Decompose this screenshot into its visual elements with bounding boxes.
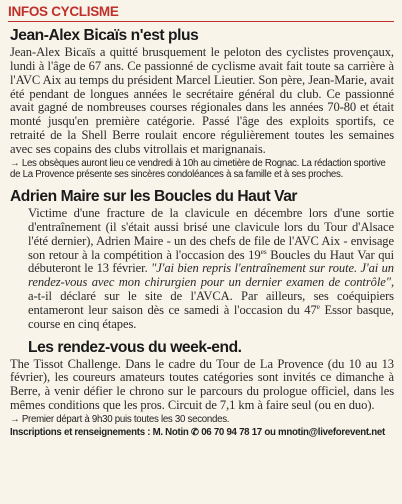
article-title: Les rendez-vous du week-end. <box>28 338 242 356</box>
article-title: Adrien Maire sur les Boucles du Haut Var <box>10 187 298 205</box>
section-rubric: INFOS CYCLISME <box>8 4 394 22</box>
body-text: Boucles du Haut Var qui débuteront le 13 février. <box>28 247 394 276</box>
article-maire <box>8 187 394 332</box>
arrow-icon: → <box>10 157 20 169</box>
article-title: Jean-Alex Bicaïs n'est plus <box>10 27 199 44</box>
article-body: The Tissot Challenge. Dans le cadre du Tour de La Provence (du 10 au 13 février), les coureurs amateurs toutes catégories sont invités ce dimanche à Berre, à venir défier le chrono sur le parcours du prologue officiel, dans les mêmes conditions que les pros. Circuit de 7,1 km à faire seul (ou en duo). <box>10 356 394 413</box>
contact-info: Inscriptions et renseignements : M. Notin ✆ 06 70 94 78 17 ou mnotin@liveforevent.net <box>10 426 385 438</box>
article-note <box>10 158 394 181</box>
note-text: Premier départ à 9h30 puis toutes les 30 secondes. <box>21 413 230 425</box>
superscript: e <box>316 301 320 311</box>
article-body <box>10 207 394 332</box>
article-rendez-vous <box>8 338 394 439</box>
superscript: es <box>260 246 267 256</box>
article-body: Jean-Alex Bicaïs a quitté brusquement le peloton des cyclistes provençaux, lundi à l'âge de 67 ans. Ce passionné de cyclisme avait fait toute sa carrière à l'AVC Aix au temps du président Marcel Lieutier. Son père, Jean-Marie, avait été pendant de longues années le secrétaire général du club. Ce passionné avait gagné de nombreuses courses régionales dans les années 70-80 et était monté jusqu'en première catégorie. Passé l'âge des exploits sportifs, ce retraité de la Shell Berre roulait encore régulièrement toutes les semaines avec ses copains des clubs vitrollais et marignanais. <box>10 45 394 156</box>
article-note <box>10 414 394 426</box>
body-text: Essor basque, course en cinq étapes. <box>28 302 394 331</box>
body-text: Victime d'une fracture de la clavicule en décembre lors d'une sortie d'entraînement (il s'était aussi brisé une clavicule lors du Tour d'Alsace l'été dernier), Adrien Maire - un des chefs de file de l'AVC Aix - envisage son retour à la compétition à l'occasion des 19 <box>28 205 394 262</box>
arrow-icon: → <box>10 413 20 425</box>
body-text: , a-t-il déclaré sur le site de l'AVCA. Par ailleurs, ses coéquipiers entameront leur saison dès ce samedi à l'occasion du 47 <box>28 275 394 317</box>
quote: "J'ai bien repris l'entraînement sur route. J'ai un rendez-vous avec mon chirurgien pour un dernier examen de contrôle" <box>28 261 394 290</box>
article-bicais <box>8 26 394 181</box>
note-text: Les obsèques auront lieu ce vendredi à 10h au cimetière de Rognac. La rédaction sportive de La Provence présente ses sincères condoléances à sa famille et à ses proches. <box>10 157 386 181</box>
